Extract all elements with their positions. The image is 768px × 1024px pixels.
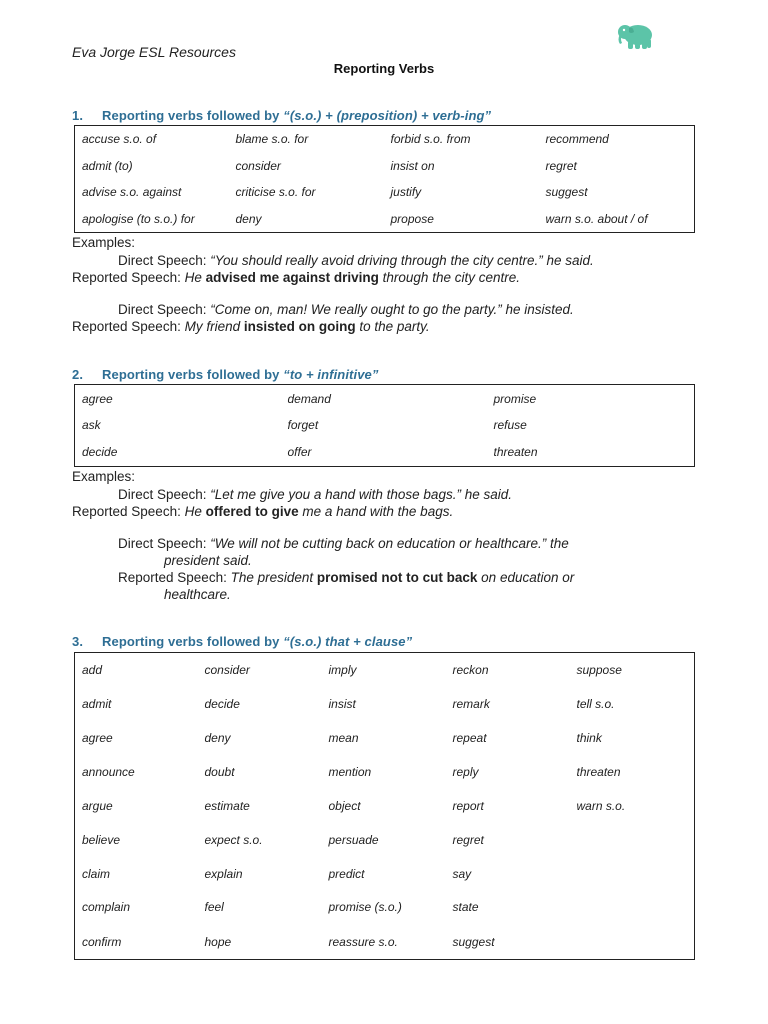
table-cell: offer: [287, 445, 312, 460]
elephant-icon: [616, 22, 656, 50]
table-cell: promise (s.o.): [328, 900, 402, 915]
direct-speech-label: Direct Speech:: [118, 253, 211, 268]
reported-after: to the party.: [355, 319, 430, 334]
section-phrase: “to + infinitive”: [283, 367, 379, 382]
reported-speech-line: [72, 504, 453, 519]
table-cell: doubt: [204, 765, 235, 780]
table-cell: remark: [452, 697, 490, 712]
table-cell: regret: [452, 832, 484, 847]
direct-after: the: [546, 536, 569, 551]
direct-after: he said.: [460, 487, 512, 502]
table-row: [75, 688, 695, 722]
reported-after: on education or: [477, 570, 575, 585]
table-row: [75, 721, 695, 755]
table-cell: accuse s.o. of: [82, 132, 157, 147]
table-row: [75, 857, 695, 891]
table-cell: mention: [328, 765, 372, 780]
table-cell: confirm: [82, 934, 122, 949]
table-cell: [570, 857, 695, 891]
section-3-heading: [72, 634, 412, 649]
table-cell: ask: [82, 418, 101, 433]
section-number: 3.: [72, 634, 84, 649]
table-cell: tell s.o.: [576, 697, 615, 712]
section-1-heading: [72, 108, 491, 123]
reported-before: He: [184, 504, 206, 519]
verb-table-1: [74, 125, 695, 233]
direct-speech-line: [118, 253, 594, 268]
table-cell: consider: [235, 158, 281, 173]
table-cell: suppose: [576, 663, 622, 678]
verb-table-3: [74, 652, 695, 960]
table-cell: [570, 924, 695, 959]
table-row: [75, 653, 695, 688]
table-cell: predict: [328, 866, 365, 881]
table-cell: admit (to): [82, 158, 133, 173]
direct-quote: “We will not be cutting back on education or healthcare.”: [210, 536, 547, 551]
table-cell: hope: [204, 934, 232, 949]
table-cell: deny: [235, 211, 262, 226]
table-cell: warn s.o. about / of: [545, 211, 648, 226]
table-cell: [570, 823, 695, 857]
table-cell: promise: [493, 391, 537, 406]
table-row: [75, 823, 695, 857]
author-name: Eva Jorge ESL Resources: [72, 44, 236, 60]
table-cell: criticise s.o. for: [235, 185, 316, 200]
table-cell: admit: [82, 697, 112, 712]
reported-before: The president: [230, 570, 317, 585]
section-prefix: Reporting verbs followed by: [102, 634, 284, 649]
reported-speech-line: [72, 270, 520, 285]
direct-quote: “Let me give you a hand with those bags.”: [210, 487, 461, 502]
reported-speech-label: Reported Speech:: [118, 570, 231, 585]
section-number: 2.: [72, 367, 84, 382]
direct-speech-line: [118, 302, 574, 317]
section-number: 1.: [72, 108, 84, 123]
table-cell: refuse: [493, 418, 527, 433]
section-2-heading: [72, 367, 378, 382]
table-row: [75, 153, 695, 179]
direct-speech-label: Direct Speech:: [118, 487, 211, 502]
table-row: [75, 924, 695, 959]
section-prefix: Reporting verbs followed by: [102, 367, 284, 382]
table-cell: agree: [82, 391, 113, 406]
table-cell: report: [452, 798, 484, 813]
table-row: [75, 126, 695, 153]
table-cell: threaten: [576, 765, 621, 780]
reported-verb-phrase: promised not to cut back: [316, 570, 478, 585]
direct-after: he insisted.: [501, 302, 574, 317]
table-cell: regret: [545, 158, 577, 173]
table-cell: expect s.o.: [204, 832, 263, 847]
table-cell: suggest: [452, 934, 495, 949]
table-cell: reassure s.o.: [328, 934, 398, 949]
table-cell: mean: [328, 731, 359, 746]
table-cell: recommend: [545, 132, 609, 147]
table-cell: decide: [204, 697, 240, 712]
table-cell: believe: [82, 832, 121, 847]
direct-speech-line: [118, 536, 569, 551]
table-cell: deny: [204, 731, 231, 746]
table-cell: complain: [82, 900, 131, 915]
reported-after: me a hand with the bags.: [298, 504, 454, 519]
table-row: [75, 412, 695, 439]
table-cell: consider: [204, 663, 250, 678]
direct-speech-label: Direct Speech:: [118, 536, 211, 551]
table-cell: announce: [82, 765, 135, 780]
table-cell: object: [328, 798, 361, 813]
reported-verb-phrase: insisted on going: [243, 319, 356, 334]
table-cell: decide: [82, 445, 118, 460]
reported-speech-continuation: healthcare.: [164, 587, 231, 602]
table-cell: say: [452, 866, 472, 881]
reported-after: through the city centre.: [378, 270, 520, 285]
table-cell: state: [452, 900, 479, 915]
table-cell: add: [82, 663, 103, 678]
table-row: [75, 439, 695, 467]
direct-speech-label: Direct Speech:: [118, 302, 211, 317]
direct-quote: “Come on, man! We really ought to go the party.”: [210, 302, 502, 317]
table-cell: warn s.o.: [576, 798, 626, 813]
direct-speech-line: [118, 487, 512, 502]
table-cell: claim: [82, 866, 111, 881]
table-cell: explain: [204, 866, 243, 881]
table-row: [75, 205, 695, 232]
table-cell: forget: [287, 418, 319, 433]
table-cell: estimate: [204, 798, 250, 813]
section-prefix: Reporting verbs followed by: [102, 108, 284, 123]
reported-before: He: [184, 270, 206, 285]
reported-speech-line: [72, 319, 430, 334]
table-cell: advise s.o. against: [82, 185, 182, 200]
table-cell: suggest: [545, 185, 588, 200]
table-cell: threaten: [493, 445, 538, 460]
verb-table-2: [74, 384, 695, 467]
table-cell: reply: [452, 765, 479, 780]
document-title: Reporting Verbs: [333, 61, 435, 76]
table-cell: apologise (to s.o.) for: [82, 211, 195, 226]
table-cell: feel: [204, 900, 224, 915]
direct-after: he said.: [542, 253, 594, 268]
table-cell: demand: [287, 391, 331, 406]
section-phrase: “(s.o.) + (preposition) + verb-ing”: [283, 108, 492, 123]
table-cell: insist on: [390, 158, 435, 173]
direct-quote: “You should really avoid driving through the city centre.”: [210, 253, 543, 268]
table-row: [75, 789, 695, 823]
table-row: [75, 385, 695, 413]
table-cell: reckon: [452, 663, 489, 678]
reported-speech-label: Reported Speech:: [72, 270, 185, 285]
table-row: [75, 179, 695, 205]
table-cell: persuade: [328, 832, 379, 847]
reported-verb-phrase: advised me against driving: [205, 270, 379, 285]
table-cell: imply: [328, 663, 357, 678]
table-row: [75, 755, 695, 789]
examples-label: Examples:: [72, 235, 136, 250]
table-cell: agree: [82, 731, 113, 746]
reported-verb-phrase: offered to give: [205, 504, 299, 519]
reported-speech-label: Reported Speech:: [72, 319, 185, 334]
table-cell: propose: [390, 211, 434, 226]
reported-before: My friend: [184, 319, 244, 334]
table-cell: forbid s.o. from: [390, 132, 471, 147]
table-cell: blame s.o. for: [235, 132, 309, 147]
table-cell: [570, 891, 695, 925]
table-cell: insist: [328, 697, 356, 712]
table-cell: argue: [82, 798, 113, 813]
table-row: [75, 891, 695, 925]
table-cell: think: [576, 731, 602, 746]
direct-speech-continuation: president said.: [164, 553, 252, 568]
table-cell: justify: [390, 185, 422, 200]
section-phrase: “(s.o.) that + clause”: [283, 634, 413, 649]
table-cell: repeat: [452, 731, 487, 746]
examples-label: Examples:: [72, 469, 136, 484]
reported-speech-line: [118, 570, 574, 585]
reported-speech-label: Reported Speech:: [72, 504, 185, 519]
